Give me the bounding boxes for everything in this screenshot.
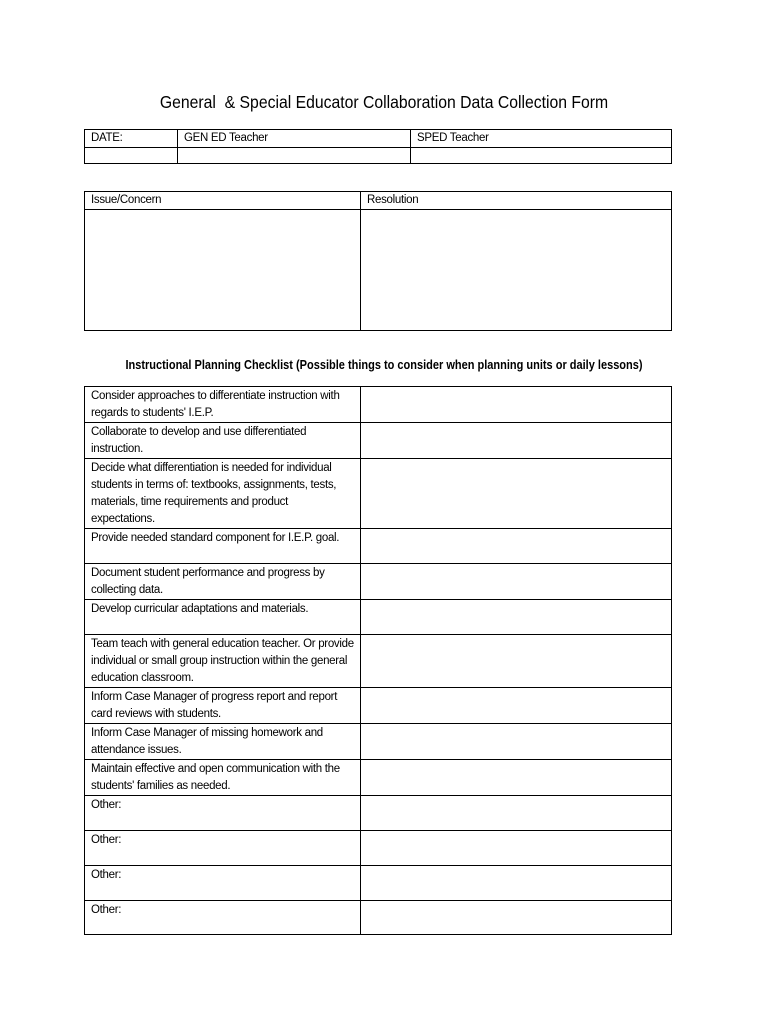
checklist-row [85, 796, 672, 831]
checklist-row [85, 459, 672, 529]
checklist-row [85, 901, 672, 935]
checklist-item-label: Team teach with general education teacher. Or provide individual or small group instruction within the general education classroom. [85, 635, 361, 688]
instructional-planning-checklist [84, 386, 672, 935]
checklist-row [85, 600, 672, 635]
checklist-item-response[interactable] [361, 760, 672, 796]
checklist-row [85, 688, 672, 724]
issue-concern-header: Issue/Concern [85, 192, 361, 210]
checklist-item-response[interactable] [361, 600, 672, 635]
checklist-item-response[interactable] [361, 564, 672, 600]
checklist-row [85, 866, 672, 901]
checklist-item-label: Collaborate to develop and use differentiated instruction. [85, 423, 361, 459]
gen-ed-teacher-field[interactable] [178, 148, 411, 164]
checklist-item-label: Inform Case Manager of missing homework and attendance issues. [85, 724, 361, 760]
checklist-item-label: Other: [85, 901, 361, 935]
form-title: General & Special Educator Collaboration Data Collection Form [159, 92, 609, 112]
sped-teacher-label: SPED Teacher [411, 130, 672, 148]
checklist-item-response[interactable] [361, 688, 672, 724]
checklist-item-label: Other: [85, 831, 361, 866]
resolution-header: Resolution [361, 192, 672, 210]
checklist-item-label: Document student performance and progress by collecting data. [85, 564, 361, 600]
checklist-item-response[interactable] [361, 635, 672, 688]
checklist-item-label: Other: [85, 866, 361, 901]
date-label: DATE: [85, 130, 178, 148]
issue-resolution-table [84, 191, 672, 331]
checklist-row [85, 831, 672, 866]
checklist-item-response[interactable] [361, 831, 672, 866]
header-table [84, 129, 672, 164]
checklist-item-label: Consider approaches to differentiate instruction with regards to students' I.E.P. [85, 387, 361, 423]
checklist-row [85, 423, 672, 459]
gen-ed-teacher-label: GEN ED Teacher [178, 130, 411, 148]
checklist-item-response[interactable] [361, 423, 672, 459]
checklist-item-response[interactable] [361, 529, 672, 564]
checklist-item-response[interactable] [361, 901, 672, 935]
checklist-item-label: Provide needed standard component for I.E.P. goal. [85, 529, 361, 564]
issue-concern-field[interactable] [85, 210, 361, 331]
checklist-item-response[interactable] [361, 387, 672, 423]
checklist-row [85, 529, 672, 564]
checklist-item-label: Develop curricular adaptations and materials. [85, 600, 361, 635]
checklist-item-response[interactable] [361, 724, 672, 760]
checklist-row [85, 724, 672, 760]
date-field[interactable] [85, 148, 178, 164]
checklist-row [85, 387, 672, 423]
checklist-item-label: Maintain effective and open communication with the students' families as needed. [85, 760, 361, 796]
checklist-item-response[interactable] [361, 796, 672, 831]
checklist-item-label: Decide what differentiation is needed for individual students in terms of: textbooks, assignments, tests, materials, time requirements and product expectations. [85, 459, 361, 529]
checklist-heading: Instructional Planning Checklist (Possible things to consider when planning units or daily lessons) [125, 358, 643, 372]
checklist-row [85, 760, 672, 796]
sped-teacher-field[interactable] [411, 148, 672, 164]
checklist-row [85, 564, 672, 600]
checklist-item-label: Inform Case Manager of progress report and report card reviews with students. [85, 688, 361, 724]
checklist-row [85, 635, 672, 688]
checklist-item-response[interactable] [361, 459, 672, 529]
resolution-field[interactable] [361, 210, 672, 331]
checklist-item-response[interactable] [361, 866, 672, 901]
checklist-item-label: Other: [85, 796, 361, 831]
